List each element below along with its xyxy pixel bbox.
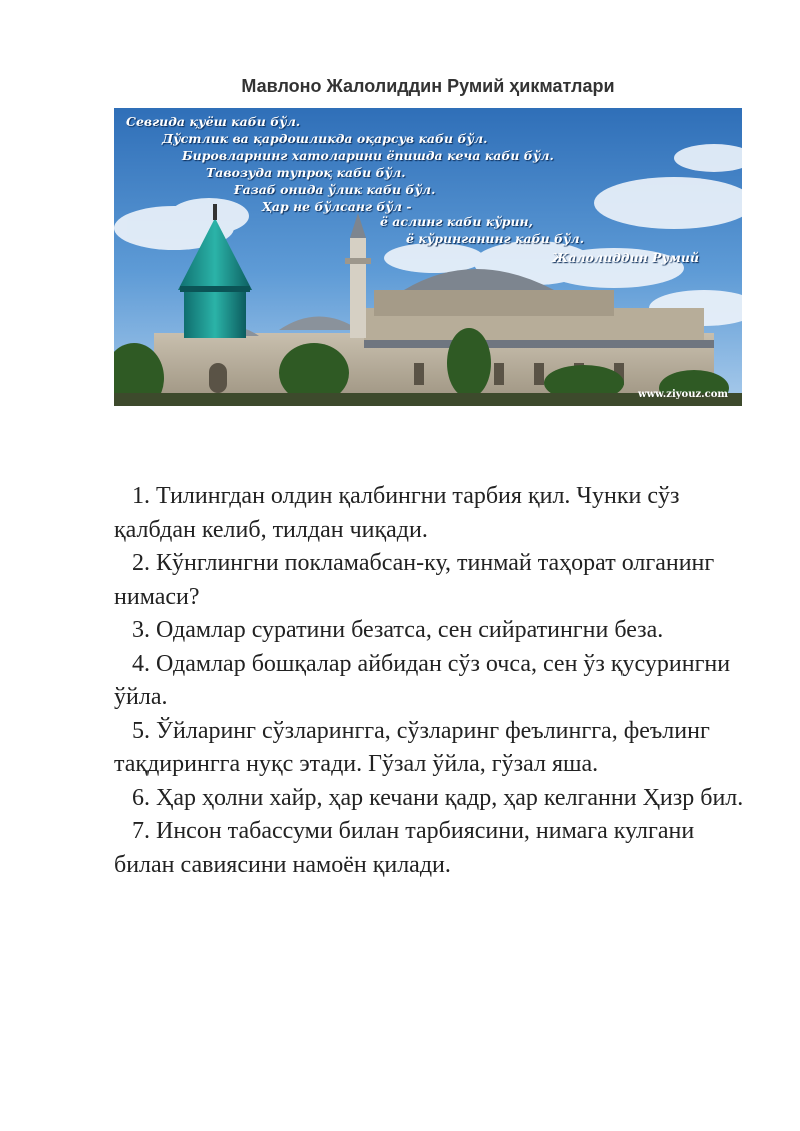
quote-line: ё аслинг каби кўрин, [380, 214, 534, 229]
mosque-banner-image [114, 108, 742, 406]
quote-line: Ғазаб онида ўлик каби бўл. [234, 182, 436, 197]
quote-line: Севгида қуёш каби бўл. [126, 114, 301, 129]
quote-line: Тавозуда тупроқ каби бўл. [206, 165, 406, 180]
sayings-list [114, 480, 744, 882]
saying-item: 7. Инсон табассуми билан тарбиясини, нимага кулгани билан савиясини намоён қилади. [114, 818, 695, 878]
saying-item: 5. Ўйларинг сўзларингга, сўзларинг феълингга, феълинг тақдирингга нуқс этади. Гўзал ўйла, гўзал яша. [114, 717, 710, 777]
quote-line: ё кўринганинг каби бўл. [406, 231, 585, 246]
quote-line: Ҳар не бўлсанг бўл - [262, 199, 412, 214]
saying-item: 1. Тилингдан олдин қалбингни тарбия қил. Чунки сўз қалбдан келиб, тилдан чиқади. [114, 483, 680, 543]
page-title: Мавлоно Жалолиддин Румий ҳикматлари [241, 76, 615, 96]
saying-item: 6. Ҳар ҳолни хайр, ҳар кечани қадр, ҳар келганни Ҳизр бил. [132, 784, 744, 811]
saying-item: 3. Одамлар суратини безатса, сен сийратингни беза. [132, 617, 664, 643]
quote-author: Жалолиддин Румий [552, 250, 700, 265]
quote-line: Дўстлик ва қардошликда оқарсув каби бўл. [162, 131, 488, 146]
saying-item: 2. Кўнглингни покламабсан-ку, тинмай таҳорат олганинг нимаси? [114, 550, 715, 610]
website-watermark: www.ziyouz.com [637, 389, 728, 400]
saying-item: 4. Одамлар бошқалар айбидан сўз очса, сен ўз қусурингни ўйла. [114, 650, 731, 710]
quote-line: Бировларнинг хатоларини ёпишда кеча каби бўл. [182, 148, 554, 163]
